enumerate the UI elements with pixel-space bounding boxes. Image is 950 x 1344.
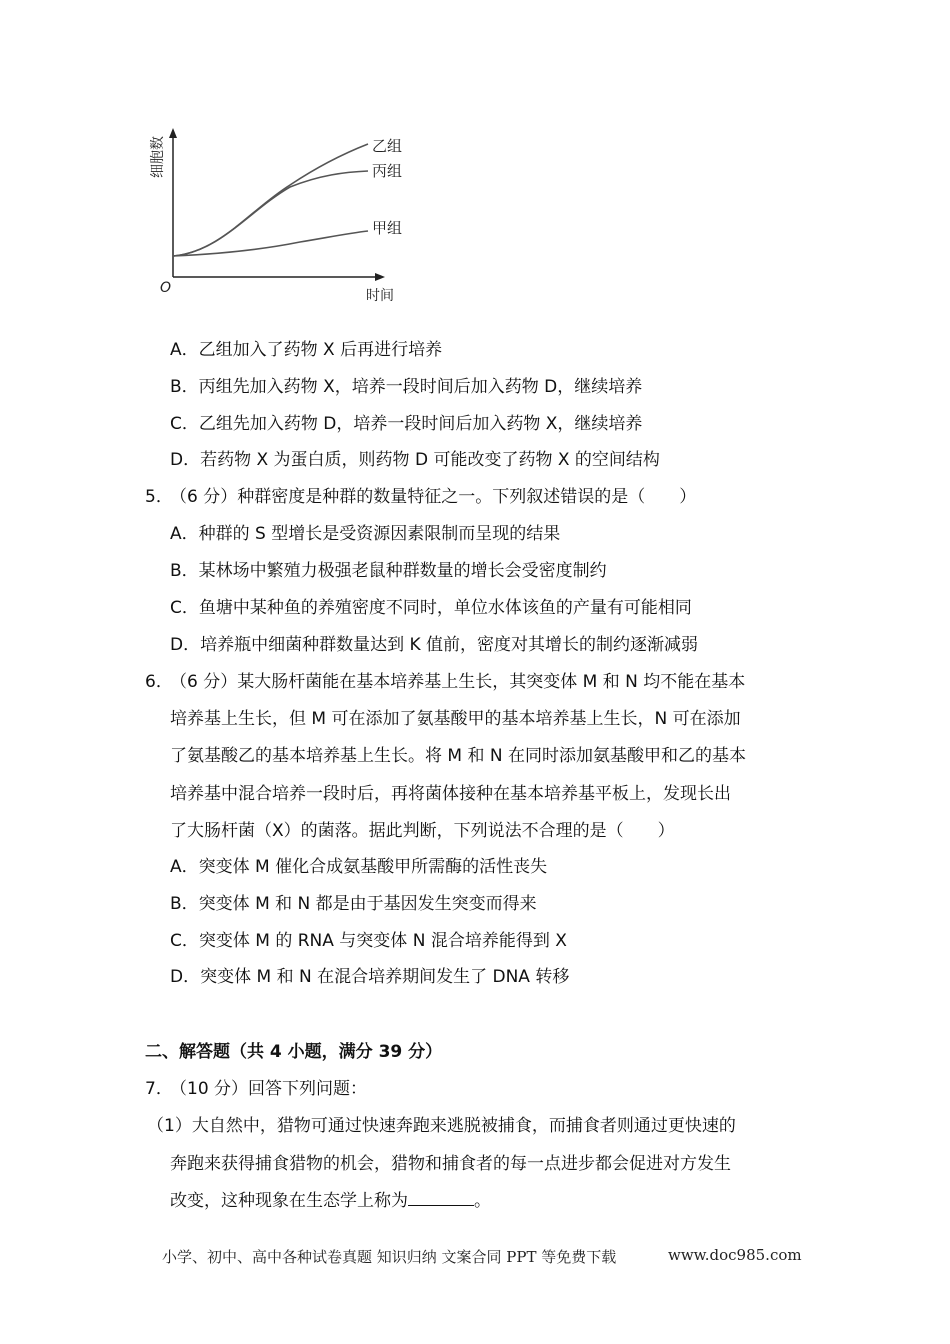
q6-number: 6． <box>145 672 173 692</box>
q6-stem-line: 了大肠杆菌（X）的菌落。据此判断，下列说法不合理的是（ ） <box>170 821 675 841</box>
q6-stem-line: （6 分）某大肠杆菌能在基本培养基上生长，其突变体 M 和 N 均不能在基本 <box>170 672 746 692</box>
footer-link[interactable]: www.doc985.com <box>668 1246 802 1264</box>
origin-label: O <box>160 280 172 296</box>
q5-option-c: C．鱼塘中某种鱼的养殖密度不同时，单位水体该鱼的产量有可能相同 <box>170 598 692 618</box>
q6-option-d: D．突变体 M 和 N 在混合培养期间发生了 DNA 转移 <box>170 967 570 987</box>
q4-option-d: D．若药物 X 为蛋白质，则药物 D 可能改变了药物 X 的空间结构 <box>170 450 660 470</box>
q6-option-b: B．突变体 M 和 N 都是由于基因发生突变而得来 <box>170 894 537 914</box>
curve-jia <box>173 231 368 256</box>
q4-option-c: C．乙组先加入药物 D，培养一段时间后加入药物 X，继续培养 <box>170 414 643 434</box>
section-title: 二、解答题（共 4 小题，满分 39 分） <box>145 1042 443 1062</box>
q5-option-a: A．种群的 S 型增长是受资源因素限制而呈现的结果 <box>170 524 561 544</box>
curve-label-yi: 乙组 <box>372 137 403 155</box>
curve-label-jia: 甲组 <box>372 219 403 237</box>
answer-blank[interactable] <box>408 1191 474 1206</box>
q6-option-a: A．突变体 M 催化合成氨基酸甲所需酶的活性丧失 <box>170 857 548 877</box>
x-axis-arrow <box>375 273 385 281</box>
x-axis-label: 时间 <box>366 288 394 304</box>
q5-option-d: D．培养瓶中细菌种群数量达到 K 值前，密度对其增长的制约逐渐减弱 <box>170 635 699 655</box>
cell-growth-graph <box>140 120 420 310</box>
q6-option-c: C．突变体 M 的 RNA 与突变体 N 混合培养能得到 X <box>170 931 567 951</box>
q6-stem-line: 培养基上生长，但 M 可在添加了氨基酸甲的基本培养基上生长，N 可在添加 <box>170 709 741 729</box>
y-axis-arrow <box>169 128 177 138</box>
q7-sub1-line: （1）大自然中，猎物可通过快速奔跑来逃脱被捕食，而捕食者则通过更快速的 <box>147 1116 736 1136</box>
q7-sub1-end: 。 <box>474 1191 491 1211</box>
curve-bing <box>173 171 368 256</box>
q6-stem-line: 了氨基酸乙的基本培养基上生长。将 M 和 N 在同时添加氨基酸甲和乙的基本 <box>170 746 746 766</box>
q5-number: 5． <box>145 487 173 507</box>
y-axis-label: 细胞数 <box>150 136 166 178</box>
q5-stem: （6 分）种群密度是种群的数量特征之一。下列叙述错误的是（ ） <box>170 487 697 507</box>
q7-number: 7． <box>145 1079 173 1099</box>
q4-option-b: B．丙组先加入药物 X，培养一段时间后加入药物 D，继续培养 <box>170 377 643 397</box>
q7-sub1-line: 奔跑来获得捕食猎物的机会，猎物和捕食者的每一点进步都会促进对方发生 <box>170 1154 731 1174</box>
q5-option-b: B．某林场中繁殖力极强老鼠种群数量的增长会受密度制约 <box>170 561 607 581</box>
curve-label-bing: 丙组 <box>372 162 403 180</box>
q7-sub1-last-line <box>170 1186 491 1211</box>
footer-text: 小学、初中、高中各种试卷真题 知识归纳 文案合同 PPT 等免费下载 <box>162 1248 617 1266</box>
q6-stem-line: 培养基中混合培养一段时后，再将菌体接种在基本培养基平板上，发现长出 <box>170 784 731 804</box>
q7-sub1-text: 改变，这种现象在生态学上称为 <box>170 1191 408 1211</box>
q4-option-a: A．乙组加入了药物 X 后再进行培养 <box>170 340 443 360</box>
q7-stem: （10 分）回答下列问题： <box>170 1079 368 1099</box>
